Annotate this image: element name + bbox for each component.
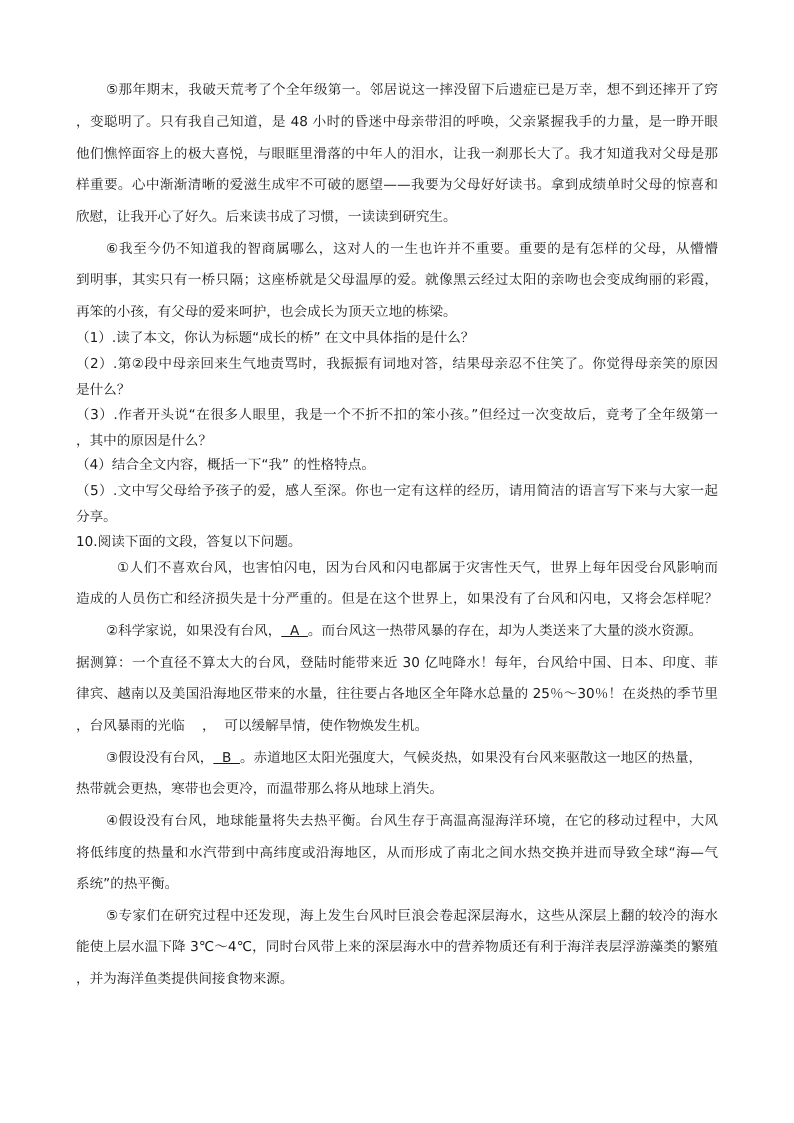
- s10-p2-line2: 据测算：一个直径不算太大的台风，登陆时能带来近 30 亿吨降水！每年，台风给中国、日本、印度、菲: [76, 655, 718, 671]
- question-5-line2: 分享。: [76, 509, 117, 525]
- question-2-line2: 是什么？: [76, 382, 131, 398]
- para6-line1: ⑥我至今仍不知道我的智商属哪么，这对人的一生也许并不重要。重要的是有怎样的父母，从懵懵: [106, 241, 718, 257]
- s10-p4-line2: 将低纬度的热量和水汽带到中高纬度或沿海地区，从而形成了南北之间水热交换并进而导致全球“海—气: [76, 845, 718, 861]
- s10-p2-line1-end: 。而台风这一热带风暴的存在，却为人类送来了大量的淡水资源。: [307, 623, 703, 639]
- s10-p3-line1-end: 。赤道地区太阳光强度大，气候炎热，如果没有台风来驱散这一地区的热量，: [239, 750, 703, 766]
- para5-line5: 欣慰，让我开心了好久。后来读书成了习惯，一读读到研究生。: [76, 209, 457, 225]
- blank-a: A: [281, 623, 308, 639]
- section10-heading: 10.阅读下面的文段，答复以下问题。: [76, 534, 302, 550]
- para5-line1: ⑤那年期末，我破天荒考了个全年级第一。邻居说这一摔没留下后遗症已是万幸，想不到还摔开了窍: [106, 82, 718, 98]
- s10-p4-line3: 系统”的热平衡。: [76, 876, 179, 892]
- s10-p3-line1-start: ③假设没有台风，: [106, 750, 214, 766]
- s10-p2-line3: 律宾、越南以及美国沿海地区带来的水量，往往要占各地区全年降水总量的 25％～30％！在炎热的季节里: [76, 686, 718, 702]
- s10-p1-line2: 造成的人员伤亡和经济损失是十分严重的。但是在这个世界上，如果没有了台风和闪电，又将会怎样呢？: [76, 591, 718, 607]
- s10-p3-line1: [106, 749, 702, 767]
- question-5-line1: （5）.文中写父母给予孩子的爱，感人至深。你也一定有这样的经历，请用简洁的语言写下来与大家一起: [76, 483, 718, 499]
- s10-p4-line1: ④假设没有台风，地球能量将失去热平衡。台风生存于高温高湿海洋环境，在它的移动过程中，大风: [106, 813, 718, 829]
- s10-p5-line1: ⑤专家们在研究过程中还发现，海上发生台风时巨浪会卷起深层海水，这些从深层上翻的较冷的海水: [106, 908, 718, 924]
- s10-p1-line1: ①人们不喜欢台风，也害怕闪电，因为台风和闪电都属于灾害性天气，世界上每年因受台风影响而: [117, 560, 718, 576]
- question-3-line1: （3）.作者开头说“在很多人眼里，我是一个不折不扣的笨小孩。”但经过一次变故后，竟考了全年级第一: [76, 407, 718, 423]
- s10-p5-line2: 能使上层水温下降 3℃～4℃，同时台风带上来的深层海水中的营养物质还有利于海洋表层浮游藻类的繁殖: [76, 939, 718, 955]
- question-3-line2: ，其中的原因是什么？: [76, 433, 212, 449]
- question-2-line1: （2）.第②段中母亲回来生气地责骂时，我振振有词地对答，结果母亲忍不住笑了。你觉得母亲笑的原因: [76, 356, 718, 372]
- para5-line3: 他们憔悴面容上的极大喜悦，与眼眶里滑落的中年人的泪水，让我一刹那长大了。我才知道我对父母是那: [76, 146, 718, 162]
- blank-b: B: [213, 750, 240, 766]
- para6-line2: 到明事，其实只有一桥只隔；这座桥就是父母温厚的爱。就像黑云经过太阳的亲吻也会变成绚丽的彩霞，: [76, 272, 718, 288]
- question-4: （4）结合全文内容，概括一下“我” 的性格特点。: [76, 457, 375, 473]
- para5-line2: ，变聪明了。只有我自己知道，是 48 小时的昏迷中母亲带泪的呼唤，父亲紧握我手的力量，是一睁开眼: [76, 114, 718, 130]
- s10-p5-line3: ，并为海洋鱼类提供间接食物来源。: [76, 971, 294, 987]
- para5-line4: 样重要。心中渐渐清晰的爱滋生成牢不可破的愿望——我要为父母好好读书。拿到成绩单时父母的惊喜和: [76, 177, 718, 193]
- question-1: （1）.读了本文，你认为标题“成长的桥” 在文中具体指的是什么？: [76, 330, 475, 346]
- s10-p2-line1: [106, 622, 702, 640]
- para6-line3: 再笨的小孩，有父母的爱来呵护，也会成长为顶天立地的栋梁。: [76, 304, 457, 320]
- s10-p3-line2: 热带就会更热，寒带也会更冷，而温带那么将从地球上消失。: [76, 781, 444, 797]
- s10-p2-line4: ，台风暴雨的光临 ， 可以缓解旱情，使作物焕发生机。: [76, 718, 429, 734]
- s10-p2-line1-start: ②科学家说，如果没有台风，: [106, 623, 282, 639]
